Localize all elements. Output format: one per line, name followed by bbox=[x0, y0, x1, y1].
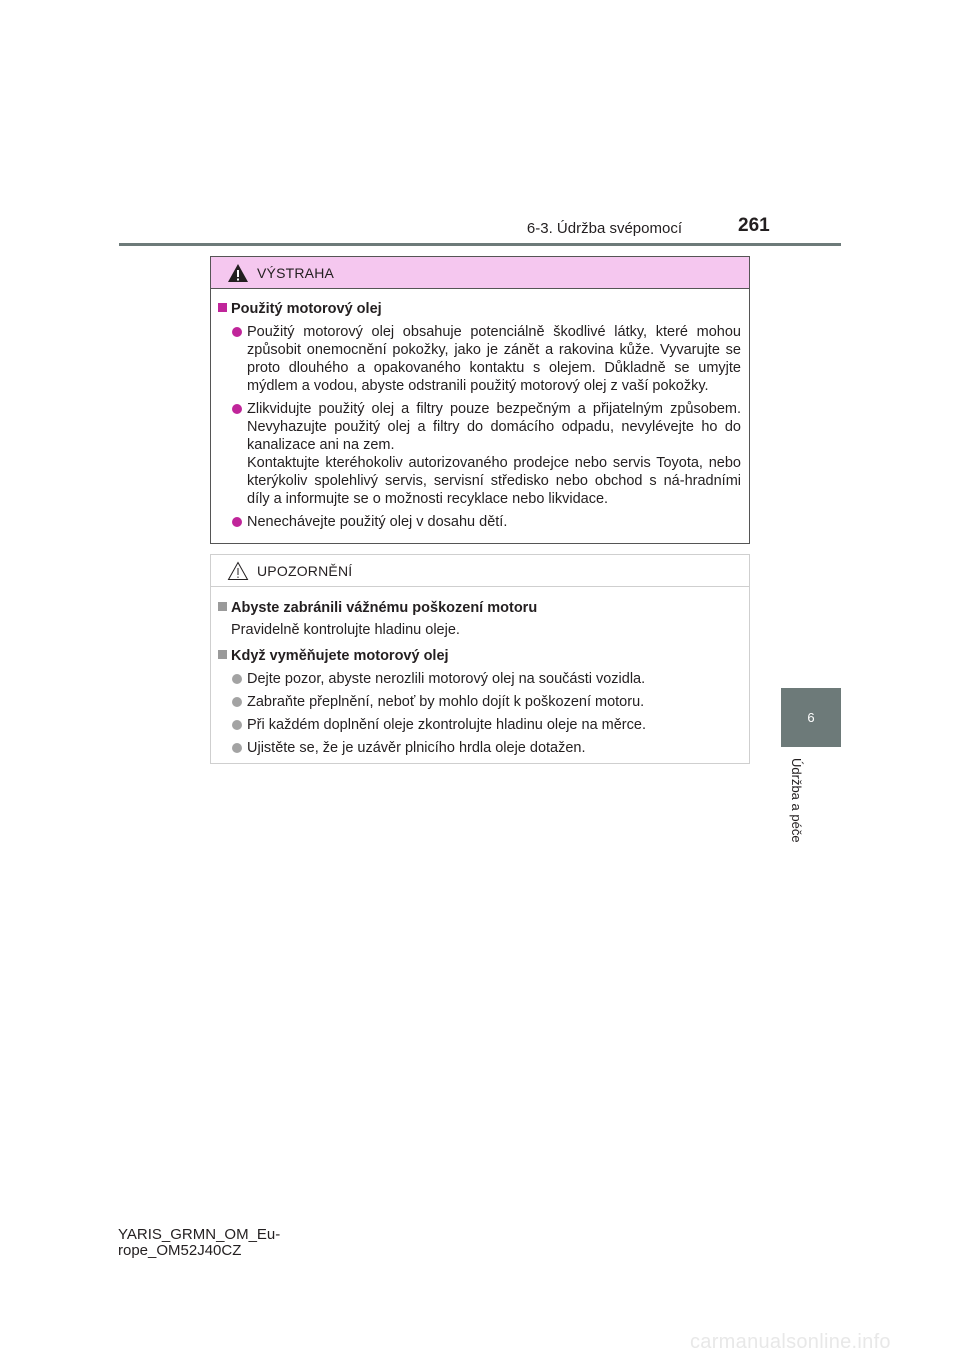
list-item bbox=[218, 716, 741, 734]
warning-body bbox=[211, 289, 749, 531]
list-item bbox=[218, 693, 741, 711]
caution-section-title: Když vyměňujete motorový olej bbox=[218, 647, 741, 665]
watermark[interactable]: carmanualsonline.info bbox=[690, 1331, 891, 1353]
caution-body bbox=[211, 587, 749, 757]
round-bullet-icon bbox=[232, 517, 242, 527]
chapter-tab[interactable] bbox=[781, 688, 841, 747]
list-item bbox=[218, 400, 741, 508]
round-bullet-icon bbox=[232, 720, 242, 730]
chapter-title: Údržba a péče bbox=[789, 758, 804, 843]
list-item-text: Zlikvidujte použitý olej a filtry pouze bezpečným a přijatelným způsobem. Nevyhazujte použitý olej a filtry do domácího odpadu, nevylévejte ho do kanalizace ani na zem. bbox=[247, 401, 741, 453]
warning-section-title: Použitý motorový olej bbox=[218, 300, 741, 318]
list-item bbox=[218, 670, 741, 688]
section-title: 6-3. Údržba svépomocí bbox=[526, 220, 682, 237]
caution-section-text: Pravidelně kontrolujte hladinu oleje. bbox=[231, 622, 460, 638]
list-item bbox=[218, 513, 741, 531]
warning-label: VÝSTRAHA bbox=[257, 264, 335, 281]
caution-triangle-icon bbox=[227, 561, 249, 581]
square-bullet-icon bbox=[218, 303, 227, 312]
round-bullet-icon bbox=[232, 743, 242, 753]
caution-label: UPOZORNĚNÍ bbox=[257, 562, 353, 579]
chapter-number: 6 bbox=[807, 710, 815, 725]
square-bullet-icon bbox=[218, 650, 227, 659]
list-item bbox=[218, 323, 741, 395]
warning-box bbox=[210, 256, 750, 544]
list-item-text: Zabraňte přeplnění, neboť by mohlo dojít k poškození motoru. bbox=[247, 694, 645, 710]
caution-header bbox=[211, 555, 749, 587]
round-bullet-icon bbox=[232, 404, 242, 414]
caution-box bbox=[210, 554, 750, 764]
header-rule bbox=[119, 243, 841, 246]
list-item-text: Při každém doplnění oleje zkontrolujte hladinu oleje na měrce. bbox=[247, 717, 646, 733]
page-number: 261 bbox=[738, 215, 770, 236]
document-code: YARIS_GRMN_OM_Eu- rope_OM52J40CZ bbox=[118, 1226, 281, 1259]
caution-section-title: Abyste zabránili vážnému poškození motoru bbox=[218, 599, 741, 617]
list-item-text: Kontaktujte kteréhokoliv autorizovaného prodejce nebo servis Toyota, nebo kterýkoliv spolehlivý servis, servisní středisko nebo obchod s ná-hradními díly a informujte se o možnosti recyklace nebo likvidace. bbox=[247, 455, 741, 507]
list-item-text: Použitý motorový olej obsahuje potenciálně škodlivé látky, které mohou způsobit onemocnění pokožky, jako je zánět a rakovina kůže. Vyvarujte se proto dlouhého a opakovaného kontaktu s olejem. Důkladně se umyjte mýdlem a vodou, abyste odstranili použitý motorový olej z vaší pokožky. bbox=[247, 324, 741, 394]
round-bullet-icon bbox=[232, 674, 242, 684]
list-item-text: Nenechávejte použitý olej v dosahu dětí. bbox=[247, 514, 508, 530]
list-item bbox=[218, 739, 741, 757]
square-bullet-icon bbox=[218, 602, 227, 611]
warning-header bbox=[211, 257, 749, 289]
warning-triangle-icon bbox=[227, 263, 249, 283]
round-bullet-icon bbox=[232, 697, 242, 707]
list-item-text: Ujistěte se, že je uzávěr plnicího hrdla oleje dotažen. bbox=[247, 740, 586, 756]
round-bullet-icon bbox=[232, 327, 242, 337]
list-item-text: Dejte pozor, abyste nerozlili motorový olej na součásti vozidla. bbox=[247, 671, 646, 687]
